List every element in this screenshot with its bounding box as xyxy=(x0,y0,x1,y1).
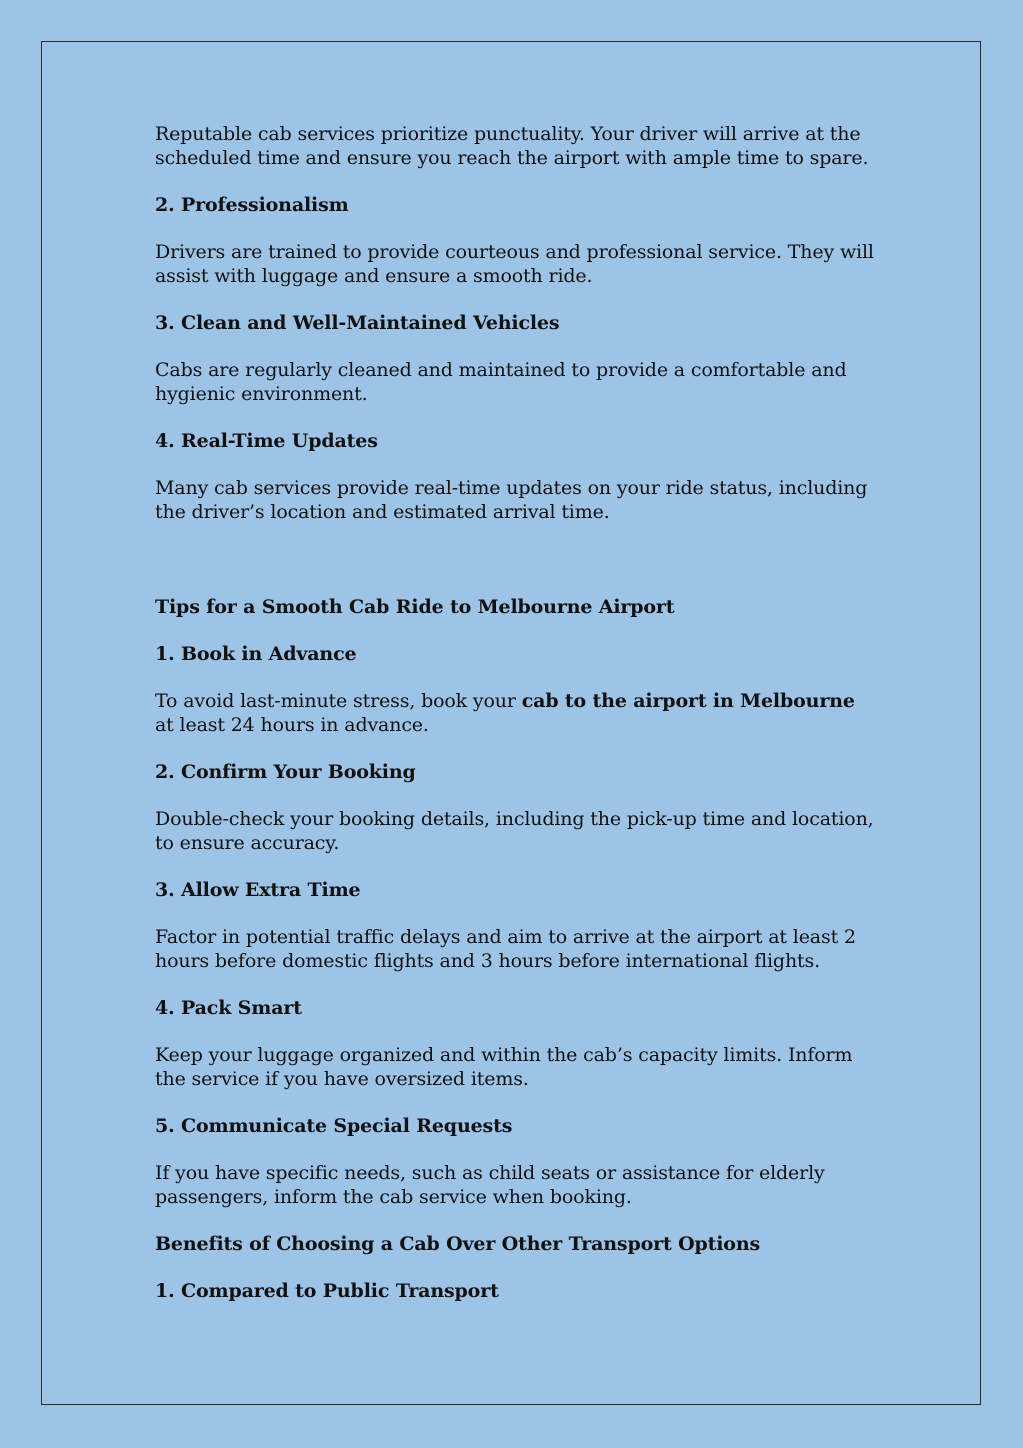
clean-vehicles-text: Cabs are regularly cleaned and maintained to provide a comfortable and hygienic environment. xyxy=(155,359,847,405)
tips-section-title: Tips for a Smooth Cab Ride to Melbourne Airport xyxy=(155,596,675,618)
allow-extra-time-text: Factor in potential traffic delays and aim to arrive at the airport at least 2 hours before domestic flights and 3 hours before international flights. xyxy=(155,926,856,972)
book-text-keyword: cab to the airport in Melbourne xyxy=(521,690,855,712)
book-text-before: To avoid last-minute stress, book your xyxy=(155,690,522,712)
intro-paragraph: Reputable cab services prioritize punctuality. Your driver will arrive at the scheduled time and ensure you reach the airport with ample time to spare. xyxy=(155,123,869,169)
document-body xyxy=(155,122,875,1303)
confirm-booking-heading: 2. Confirm Your Booking xyxy=(155,761,416,783)
book-text-after: at least 24 hours in advance. xyxy=(155,714,429,736)
allow-extra-time-heading: 3. Allow Extra Time xyxy=(155,879,361,901)
clean-vehicles-heading: 3. Clean and Well-Maintained Vehicles xyxy=(155,312,560,334)
real-time-updates-heading: 4. Real-Time Updates xyxy=(155,430,378,452)
professionalism-text: Drivers are trained to provide courteous and professional service. They will assist with luggage and ensure a smooth ride. xyxy=(155,241,874,287)
confirm-booking-text: Double-check your booking details, including the pick-up time and location, to ensure accuracy. xyxy=(155,808,874,854)
special-requests-text: If you have specific needs, such as child seats or assistance for elderly passengers, inform the cab service when booking. xyxy=(155,1162,825,1208)
real-time-updates-text: Many cab services provide real-time updates on your ride status, including the driver’s location and estimated arrival time. xyxy=(155,477,868,523)
benefits-section-title: Benefits of Choosing a Cab Over Other Transport Options xyxy=(155,1233,761,1255)
special-requests-heading: 5. Communicate Special Requests xyxy=(155,1115,513,1137)
pack-smart-heading: 4. Pack Smart xyxy=(155,997,302,1019)
public-transport-heading: 1. Compared to Public Transport xyxy=(155,1280,499,1302)
book-in-advance-text xyxy=(155,689,875,737)
professionalism-heading: 2. Professionalism xyxy=(155,194,349,216)
pack-smart-text: Keep your luggage organized and within the cab’s capacity limits. Inform the service if you have oversized items. xyxy=(155,1044,853,1090)
book-in-advance-heading: 1. Book in Advance xyxy=(155,643,357,665)
